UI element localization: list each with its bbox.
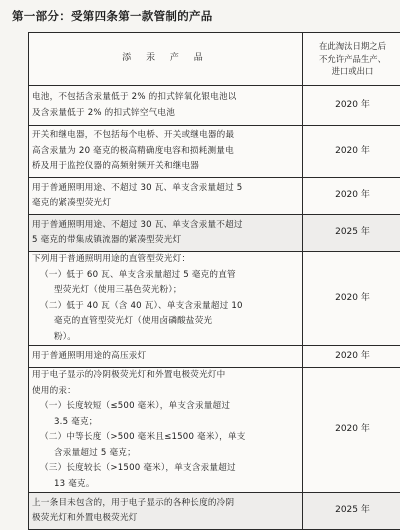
sub-item-text: 含汞量超过 5 毫克；: [54, 447, 136, 458]
header-date-line: 不允许产品生产、: [319, 53, 386, 64]
product-text-line: 用于电子显示的冷阴极荧光灯和外置电极荧光灯中: [32, 370, 226, 380]
mercury-products-table: [28, 32, 400, 530]
product-text-line: 用于普通照明用途、不超过 30 瓦、单支含汞量不超过: [32, 219, 243, 230]
product-text-line: 用于普通照明用途的高压汞灯: [32, 350, 147, 361]
product-cell-other-ccfl-eefl: [29, 493, 303, 530]
sub-item-text: （二）低于 40 瓦（含 40 瓦）、单支含汞量超过 10: [40, 300, 243, 311]
table-row: [29, 493, 400, 530]
phaseout-year: 2020 年: [303, 368, 400, 493]
product-cell-ccfl-eefl: [29, 368, 303, 493]
table-row: [29, 178, 400, 215]
table-row: [29, 86, 400, 126]
section-heading: 第一部分：受第四条第一款管制的产品: [12, 9, 213, 23]
table-row: [29, 215, 400, 252]
table-header-row: [29, 33, 400, 86]
sub-item-text: （一）长度较短（≤500 毫米），单支含汞量超过: [40, 401, 231, 411]
product-text-line: 毫克的紧凑型荧光灯: [32, 198, 112, 208]
sub-item-text: 13 毫克。: [54, 478, 95, 489]
product-text-line: 用于普通照明用途、不超过 30 瓦、单支含汞量超过 5: [32, 182, 243, 193]
product-text-line: 使用的汞：: [32, 385, 76, 396]
sub-item-text: （一）低于 60 瓦、单支含汞量超过 5 毫克的直管: [40, 269, 236, 280]
phaseout-year: 2020 年: [303, 86, 400, 126]
sub-item-text: 粉）。: [54, 331, 77, 342]
header-product: 添 汞 产 品: [29, 33, 303, 86]
product-text-line: 下列用于普通照明用途的直管型荧光灯：: [32, 254, 191, 264]
sub-item-text: 毫克的直管型荧光灯（使用卤磷酸盐荧光: [54, 316, 213, 326]
product-cell-cfl-integrated-ballast: [29, 215, 303, 252]
table-row: [29, 346, 400, 368]
product-text-line: 及含汞量低于 2% 的扣式锌空气电池: [32, 107, 176, 118]
product-text-line: 5 毫克的带集成镇流器的紧凑型荧光灯: [32, 235, 182, 245]
product-text-line: 上一条目未包含的，用于电子显示的各种长度的冷阴: [32, 497, 235, 508]
phaseout-year: 2020 年: [303, 126, 400, 178]
product-cell-switches-relays: [29, 126, 303, 178]
product-cell-cfl-high-mercury: [29, 178, 303, 215]
phaseout-year: 2025 年: [303, 493, 400, 530]
product-text-line: 电池，不包括含汞量低于 2% 的扣式锌氧化银电池以: [32, 92, 237, 102]
table-row: [29, 368, 400, 493]
product-cell-hp-mercury-lamp: [29, 346, 303, 368]
header-date-line: 在此淘汰日期之后: [319, 41, 386, 52]
sub-item-text: （二）中等长度（>500 毫米且≤1500 毫米），单支: [40, 432, 246, 442]
phaseout-year: 2020 年: [303, 346, 400, 368]
table-row: [29, 126, 400, 178]
product-text-line: 极荧光灯和外置电极荧光灯: [32, 513, 138, 523]
sub-item-text: （三）长度较长（>1500 毫米），单支含汞量超过: [40, 463, 236, 473]
product-text-line: 开关和继电器，不包括每个电桥、开关或继电器的最: [32, 130, 235, 141]
header-date-line: 进口或出口: [331, 66, 374, 77]
sub-item-text: 型荧光灯（使用三基色荧光粉）；: [54, 285, 182, 295]
product-cell-linear-fluorescent: [29, 252, 303, 346]
product-text-line: 高含汞量为 20 毫克的极高精确度电容和损耗测量电: [32, 145, 234, 156]
product-cell-batteries: [29, 86, 303, 126]
product-text-line: 桥及用于监控仪器的高频射频开关和继电器: [32, 161, 200, 172]
sub-item-text: 3.5 毫克；: [54, 416, 98, 427]
phaseout-year: 2020 年: [303, 252, 400, 346]
header-phaseout-date: [303, 33, 400, 86]
phaseout-year: 2020 年: [303, 178, 400, 215]
table-row: [29, 252, 400, 346]
phaseout-year: 2025 年: [303, 215, 400, 252]
